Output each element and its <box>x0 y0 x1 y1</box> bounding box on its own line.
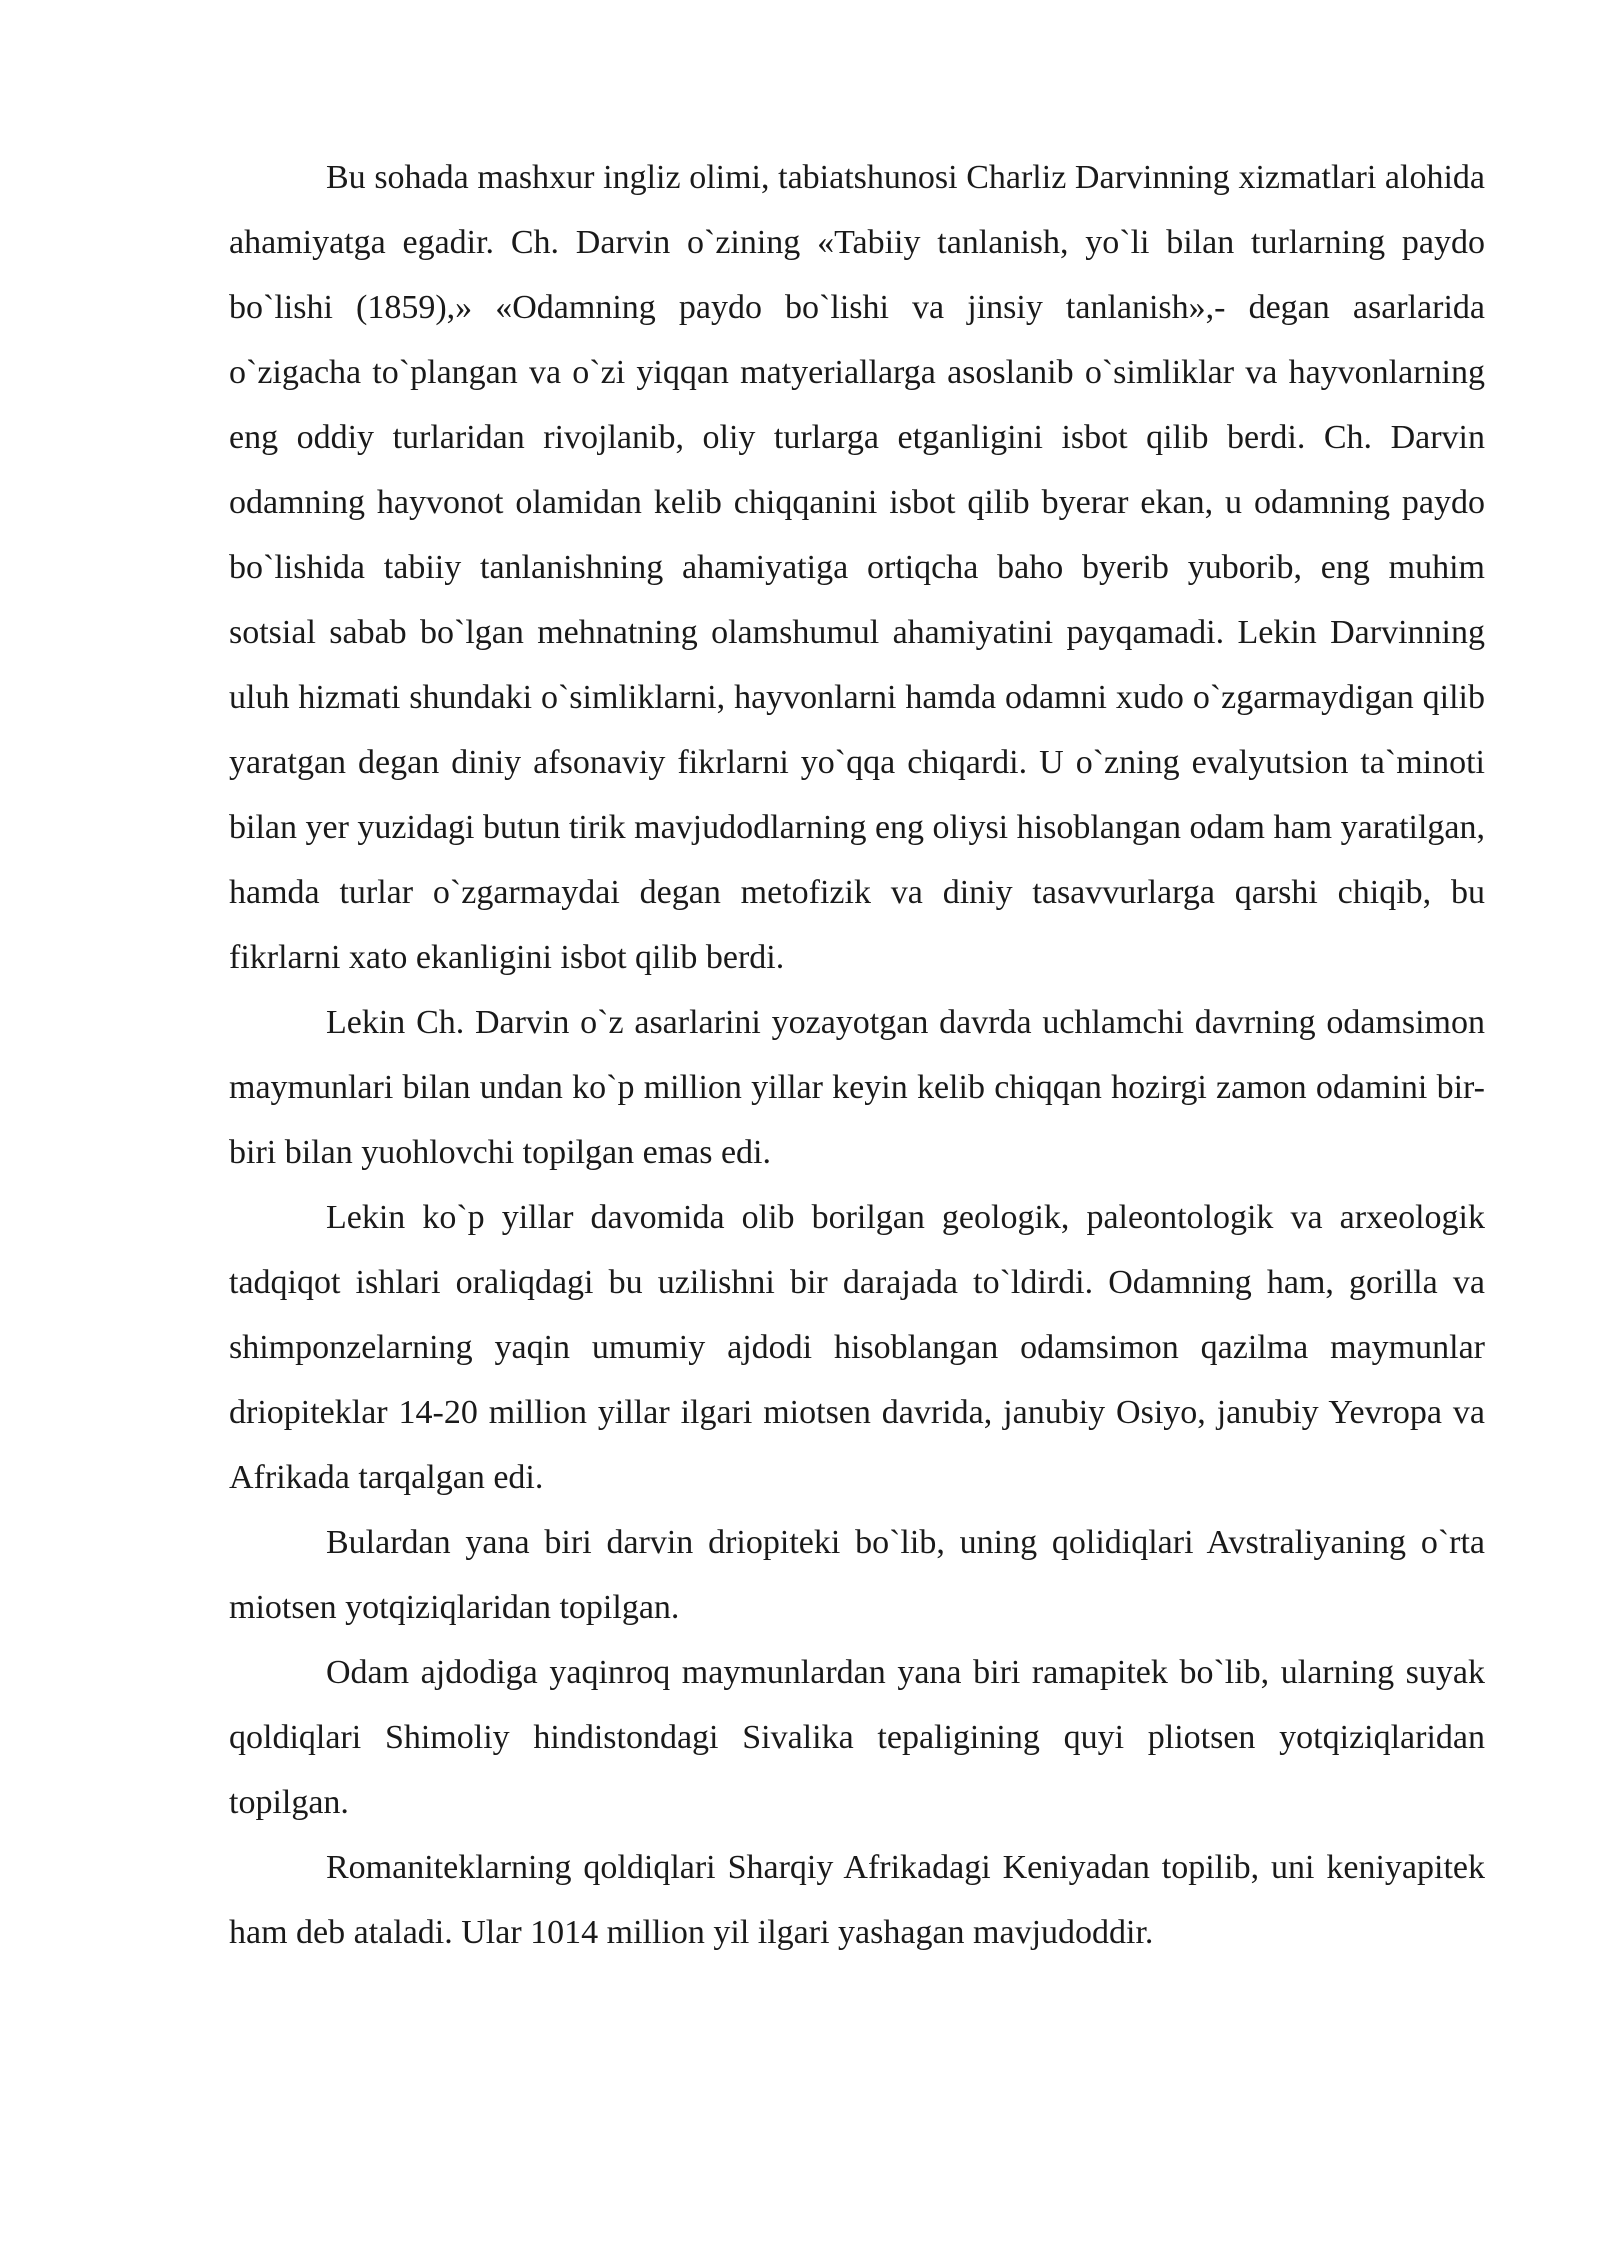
paragraph-dryopithecus: Lekin ko`p yillar davomida olib borilgan geologik, paleontologik va arxeologik tadqiqot ishlari oraliqdagi bu uzilishni bir darajada to`ldirdi. Odamning ham, gorilla va shimponzelarning yaqin umumiy ajdodi hisoblangan odamsimon qazilma maymunlar driopiteklar 14-20 million yillar ilgari miotsen davrida, janubiy Osiyo, janubiy Yevropa va Afrikada tarqalgan edi. <box>229 1199 1485 1496</box>
paragraph-ramapithecus: Odam ajdodiga yaqinroq maymunlardan yana biri ramapitek bo`lib, ularning suyak qoldiqlari Shimoliy hindistondagi Sivalika tepaligining quyi pliotsen yotqiziqlaridan topilgan. <box>229 1654 1485 1821</box>
document-body <box>229 145 1485 1965</box>
paragraph-darwin-contributions: Bu sohada mashxur ingliz olimi, tabiatshunosi Charliz Darvinning xizmatlari alohida ahamiyatga egadir. Ch. Darvin o`zining «Tabiiy tanlanish, yo`li bilan turlarning paydo bo`lishi (1859),» «Odamning paydo bo`lishi va jinsiy tanlanish»,- degan asarlarida o`zigacha to`plangan va o`zi yiqqan matyeriallarga asoslanib o`simliklar va hayvonlarning eng oddiy turlaridan rivojlanib, oliy turlarga etganligini isbot qilib berdi. Ch. Darvin odamning hayvonot olamidan kelib chiqqanini isbot qilib byerar ekan, u odamning paydo bo`lishida tabiiy tanlanishning ahamiyatiga ortiqcha baho byerib yuborib, eng muhim sotsial sabab bo`lgan mehnatning olamshumul ahamiyatini payqamadi. Lekin Darvinning uluh hizmati shundaki o`simliklarni, hayvonlarni hamda odamni xudo o`zgarmaydigan qilib yaratgan degan diniy afsonaviy fikrlarni yo`qqa chiqardi. U o`zning evalyutsion ta`minoti bilan yer yuzidagi butun tirik mavjudodlarning eng oliysi hisoblangan odam ham yaratilgan, hamda turlar o`zgarmaydai degan metofizik va diniy tasavvurlarga qarshi chiqib, bu fikrlarni xato ekanligini isbot qilib berdi. <box>229 159 1485 976</box>
paragraph-darwin-dryopithecus: Bulardan yana biri darvin driopiteki bo`lib, uning qolidiqlari Avstraliyaning o`rta miotsen yotqiziqlaridan topilgan. <box>229 1524 1485 1626</box>
paragraph-missing-link: Lekin Ch. Darvin o`z asarlarini yozayotgan davrda uchlamchi davrning odamsimon maymunlari bilan undan ko`p million yillar keyin kelib chiqqan hozirgi zamon odamini bir-biri bilan yuohlovchi topilgan emas edi. <box>229 1004 1485 1171</box>
paragraph-kenyapithecus: Romaniteklarning qoldiqlari Sharqiy Afrikadagi Keniyadan topilib, uni keniyapitek ham deb ataladi. Ular 1014 million yil ilgari yashagan mavjudoddir. <box>229 1849 1485 1951</box>
